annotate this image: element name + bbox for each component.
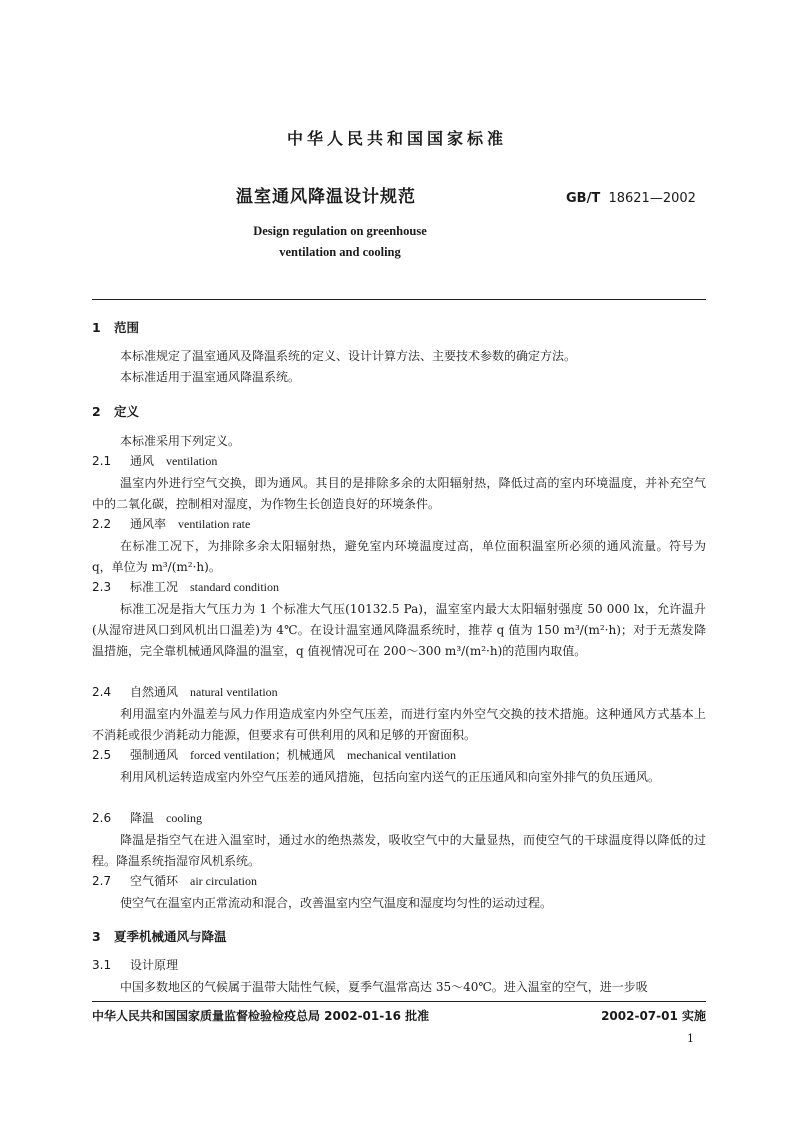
definition-text: 利用风机运转造成室内外空气压差的通风措施，包括向室内送气的正压通风和向室外排气的负压通风。	[120, 770, 661, 784]
definition-heading: 2.3 标准工况 standard condition	[92, 580, 279, 594]
definition-heading: 2.7 空气循环 air circulation	[92, 874, 257, 888]
footer-divider	[92, 1001, 706, 1002]
definition-heading: 2.2 通风率 ventilation rate	[92, 517, 251, 531]
definition-heading: 2.1 通风 ventilation	[92, 454, 218, 468]
definition-heading: 2.6 降温 cooling	[92, 811, 203, 825]
definition-text: 利用温室内外温差与风力作用造成室内外空气压差，而进行室内外空气交换的技术措施。这种通风方式基本上不消耗或很少消耗动力能源，但要求有可供利用的风和足够的开窗面积。	[92, 707, 706, 742]
english-title-line1: Design regulation on greenhouse	[253, 224, 427, 238]
implementation-date: 2002-07-01 实施	[601, 1009, 706, 1023]
standard-prefix: GB/T	[566, 191, 601, 206]
paragraph: 中国多数地区的气候属于温带大陆性气候，夏季气温常高达 35～40℃。进入温室的空气，进一步吸	[120, 980, 648, 994]
definition-text: 在标准工况下，为排除多余太阳辐射热，避免室内环境温度过高，单位面积温室所必须的通风流量。符号为 q，单位为 m³/(m²·h)。	[92, 539, 706, 574]
definition-text: 使空气在温室内正常流动和混合，改善温室内空气温度和湿度均匀性的运动过程。	[120, 896, 553, 910]
english-title-line2: ventilation and cooling	[279, 245, 401, 259]
standard-code: 18621—2002	[608, 191, 696, 206]
paragraph: 本标准采用下列定义。	[120, 434, 241, 448]
header-divider	[92, 299, 706, 300]
document-title: 温室通风降温设计规范	[236, 187, 416, 207]
page-number: 1	[687, 1032, 694, 1045]
definition-text: 温室内外进行空气交换，即为通风。其目的是排除多余的太阳辐射热，降低过高的室内环境温度，并补充空气中的二氧化碳，控制相对湿度，为作物生长创造良好的环境条件。	[92, 476, 706, 511]
section-heading: 2 定义	[92, 404, 140, 419]
paragraph: 本标准规定了温室通风及降温系统的定义、设计计算方法、主要技术参数的确定方法。	[120, 349, 577, 363]
definition-heading: 2.5 强制通风 forced ventilation；机械通风 mechanical ventilation	[92, 748, 456, 762]
national-standard-header: 中华人民共和国国家标准	[286, 129, 507, 148]
paragraph: 本标准适用于温室通风降温系统。	[120, 370, 301, 384]
definition-text: 降温是指空气在进入温室时，通过水的绝热蒸发，吸收空气中的大量显热，而使空气的干球温度得以降低的过程。降温系统指湿帘风机系统。	[92, 833, 706, 868]
definition-text: 标准工况是指大气压力为 1 个标准大气压(10132.5 Pa)，温室室内最大太阳辐射强度 50 000 lx，允许温升(从湿帘进风口到风机出口温差)为 4℃。在设计温室通风降温系统时，推荐 q 值为 150 m³/(m²·h)；对于无蒸发降温措施，完全靠机械通风降温的温室，q 值视情况可在 200～300 m³/(m²·h)的范围内取值。	[92, 602, 706, 658]
subsection-heading: 3.1 设计原理	[92, 958, 179, 972]
definition-heading: 2.4 自然通风 natural ventilation	[92, 685, 278, 699]
approval-info: 中华人民共和国国家质量监督检验检疫总局 2002-01-16 批准	[92, 1009, 430, 1023]
section-heading: 1 范围	[92, 320, 140, 335]
standard-number	[566, 191, 696, 206]
section-heading: 3 夏季机械通风与降温	[92, 929, 227, 944]
